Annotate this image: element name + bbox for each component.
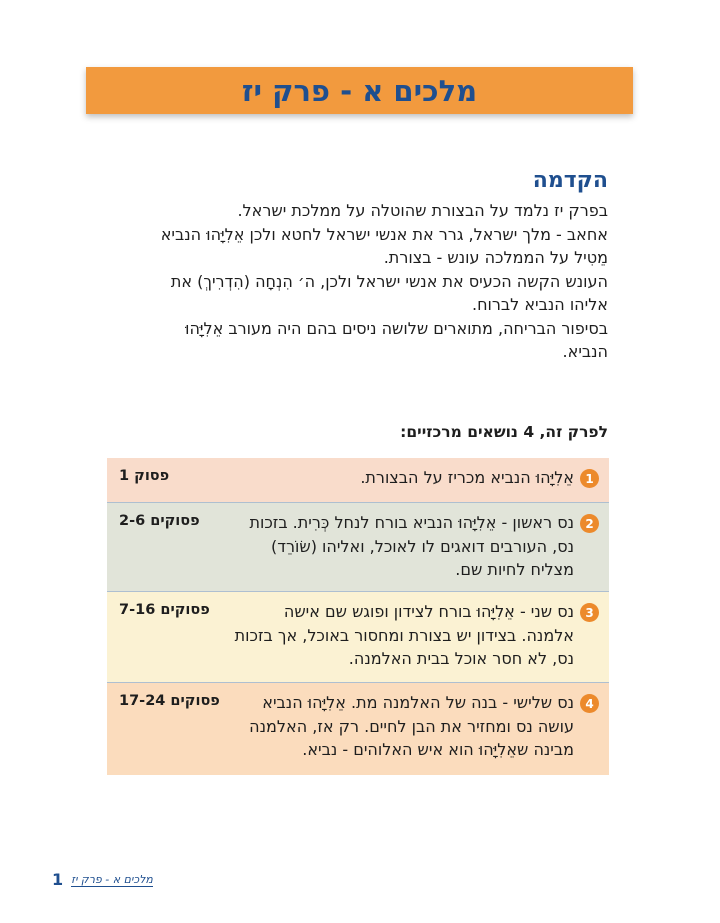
- verse-reference: פסוק 1: [119, 468, 170, 484]
- page-number: 1: [52, 870, 64, 889]
- intro-line: בסיפור הבריחה, מתוארים שלושה ניסים בהם היה מעורב אֵלִיָּהוּ: [185, 318, 608, 338]
- topic-row: [107, 683, 609, 775]
- intro-line: הנביא.: [562, 342, 608, 361]
- page-footer: [52, 870, 153, 889]
- topic-row: [107, 458, 609, 503]
- verse-reference: פסוקים 2-6: [119, 513, 200, 529]
- topic-number-badge: 2: [580, 514, 599, 533]
- topic-text: נס שני - אֵלִיָּהוּ בורח לצידון ופוגש שם אישה אלמנה. בצידון יש בצורת ומחסור באוכל, אך בזכות נס, לא חסר אוכל בבית האלמנה.: [234, 602, 574, 668]
- intro-section: [88, 168, 608, 364]
- intro-line: אחאב - מלך ישראל, גרר את אנשי ישראל לחטא ולכן אֵלִיָּהוּ הנביא: [160, 224, 608, 244]
- topic-number-badge: 4: [580, 694, 599, 713]
- topic-text: נס ראשון - אֵלִיָּהוּ הנביא בורח לנחל כְּרִית. בזכות נס, העורבים דואגים לו לאוכל, ואליהו (שׂוֹרֵד) מצליח לחיות שם.: [249, 513, 574, 579]
- intro-line: אליהו הנביא לברוח.: [471, 295, 608, 314]
- intro-line: מֵטִיל על הממלכה עונש - בצורת.: [383, 248, 608, 267]
- intro-heading: הקדמה: [532, 168, 608, 193]
- topic-row: [107, 503, 609, 592]
- topic-number-badge: 3: [580, 603, 599, 622]
- footer-label: מלכים א - פרק יז: [71, 872, 153, 886]
- title-banner: [86, 67, 633, 114]
- topics-table: [107, 458, 609, 775]
- verse-reference: פסוקים 17-24: [119, 693, 220, 709]
- intro-line: העונש הקשה הכעיס את אנשי ישראל ולכן, ה׳ הִנְחָה (הִדְרִיךְ) את: [170, 271, 608, 291]
- page-title: מלכים א - פרק יז: [241, 73, 478, 108]
- topic-text: אֵלִיָּהוּ הנביא מכריז על הבצורת.: [360, 468, 574, 487]
- topic-row: [107, 592, 609, 683]
- verse-reference: פסוקים 7-16: [119, 602, 210, 618]
- intro-line: בפרק יז נלמד על הבצורת שהוטלה על ממלכת ישראל.: [237, 201, 608, 220]
- topics-heading: לפרק זה, 4 נושאים מרכזיים:: [400, 423, 608, 441]
- intro-text: [88, 199, 608, 364]
- topic-text: נס שלישי - בנה של האלמנה מת. אֵלִיָּהוּ הנביא עושה נס ומחזיר את הבן לחיים. רק אז, האלמנה מבינה שאֵלִיָּהוּ הוא איש האלוהים - נביא.: [249, 693, 574, 759]
- topic-number-badge: 1: [580, 469, 599, 488]
